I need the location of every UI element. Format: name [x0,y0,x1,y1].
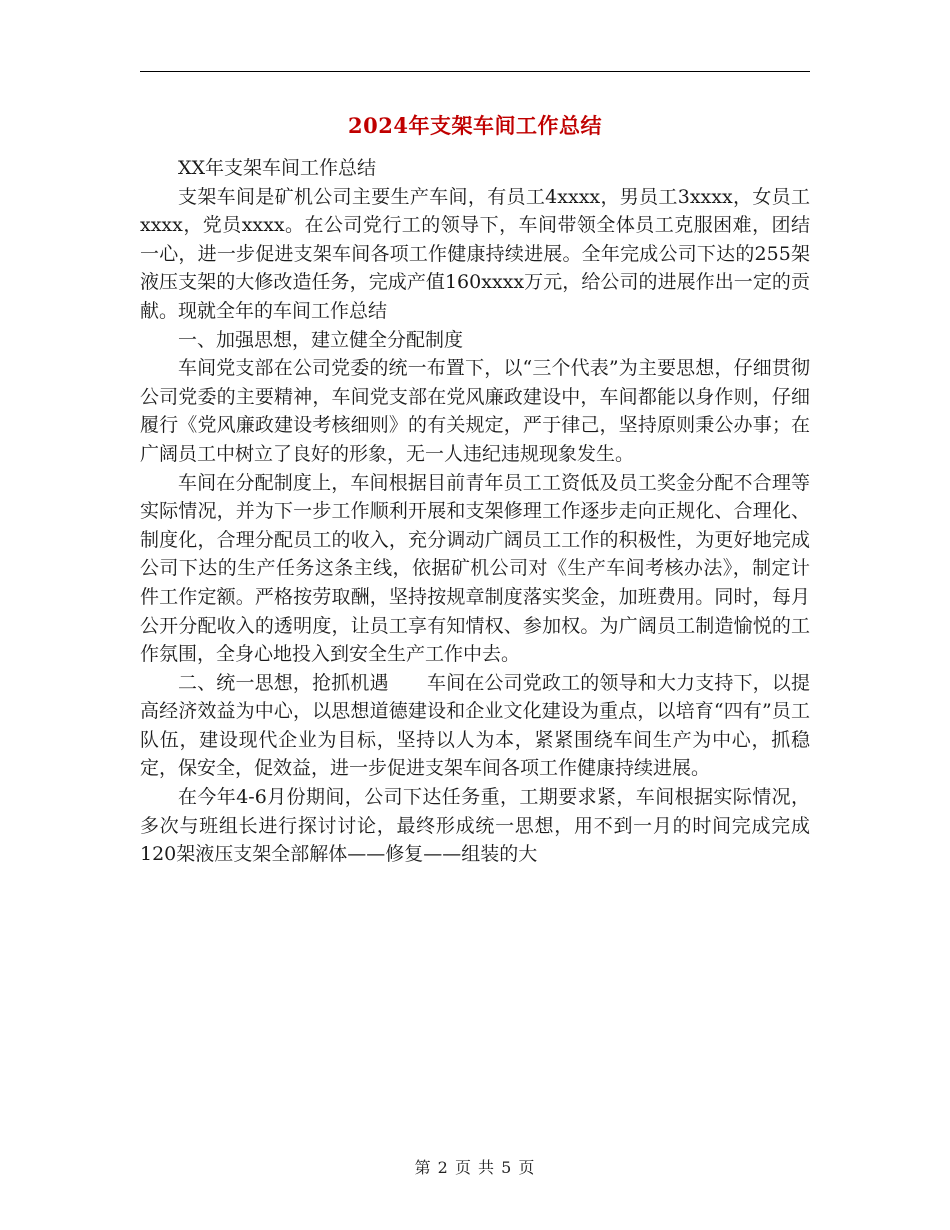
paragraph-subtitle: XX年支架车间工作总结 [178,157,377,179]
section-heading-2: 二、统一思想，抢抓机遇 车间在公司党政工的领导和大力支持下，以提高经济效益为中心，以思想道德建设和企业文化建设为重点，以培育“四有”员工队伍，建设现代企业为目标，坚持以人为本，紧紧围绕车间生产为中心，抓稳定，保安全，促效益，进一步促进支架车间各项工作健康持续进展。 [140,671,810,780]
document-body [140,154,810,869]
section-heading-1: 一、加强思想，建立健全分配制度 [178,328,464,351]
document-title: 2024年支架车间工作总结 [348,113,602,138]
paragraph-intro: 支架车间是矿机公司主要生产车间，有员工4xxxx，男员工3xxxx，女员工xxxx，党员xxxx。在公司党行工的领导下，车间带领全体员工克服困难，团结一心，进一步促进支架车间各项工作健康持续进展。全年完成公司下达的255架液压支架的大修改造任务，完成产值160xxxx万元，给公司的进展作出一定的贡献。现就全年的车间工作总结 [140,185,810,322]
header-rule [140,71,810,72]
paragraph-april-june: 在今年4-6月份期间，公司下达任务重，工期要求紧，车间根据实际情况，多次与班组长进行探讨讨论，最终形成统一思想，用不到一月的时间完成完成120架液压支架全部解体——修复——组装的大 [140,786,810,866]
page-number: 第 2 页 共 5 页 [414,1158,536,1177]
paragraph-party-branch: 车间党支部在公司党委的统一布置下，以“三个代表”为主要思想，仔细贯彻公司党委的主要精神，车间党支部在党风廉政建设中，车间都能以身作则，仔细履行《党风廉政建设考核细则》的有关规定，严于律己，坚持原则秉公办事；在广阔员工中树立了良好的形象，无一人违纪违规现象发生。 [140,357,810,465]
paragraph-distribution: 车间在分配制度上，车间根据目前青年员工工资低及员工奖金分配不合理等实际情况，并为下一步工作顺利开展和支架修理工作逐步走向正规化、合理化、制度化，合理分配员工的收入，充分调动广阔员工工作的积极性，为更好地完成公司下达的生产任务这条主线，依据矿机公司对《生产车间考核办法》，制定计件工作定额。严格按劳取酬，坚持按规章制度落实奖金，加班费用。同时，每月公开分配收入的透明度，让员工享有知情权、参加权。为广阔员工制造愉悦的工作氛围，全身心地投入到安全生产工作中去。 [140,471,810,666]
